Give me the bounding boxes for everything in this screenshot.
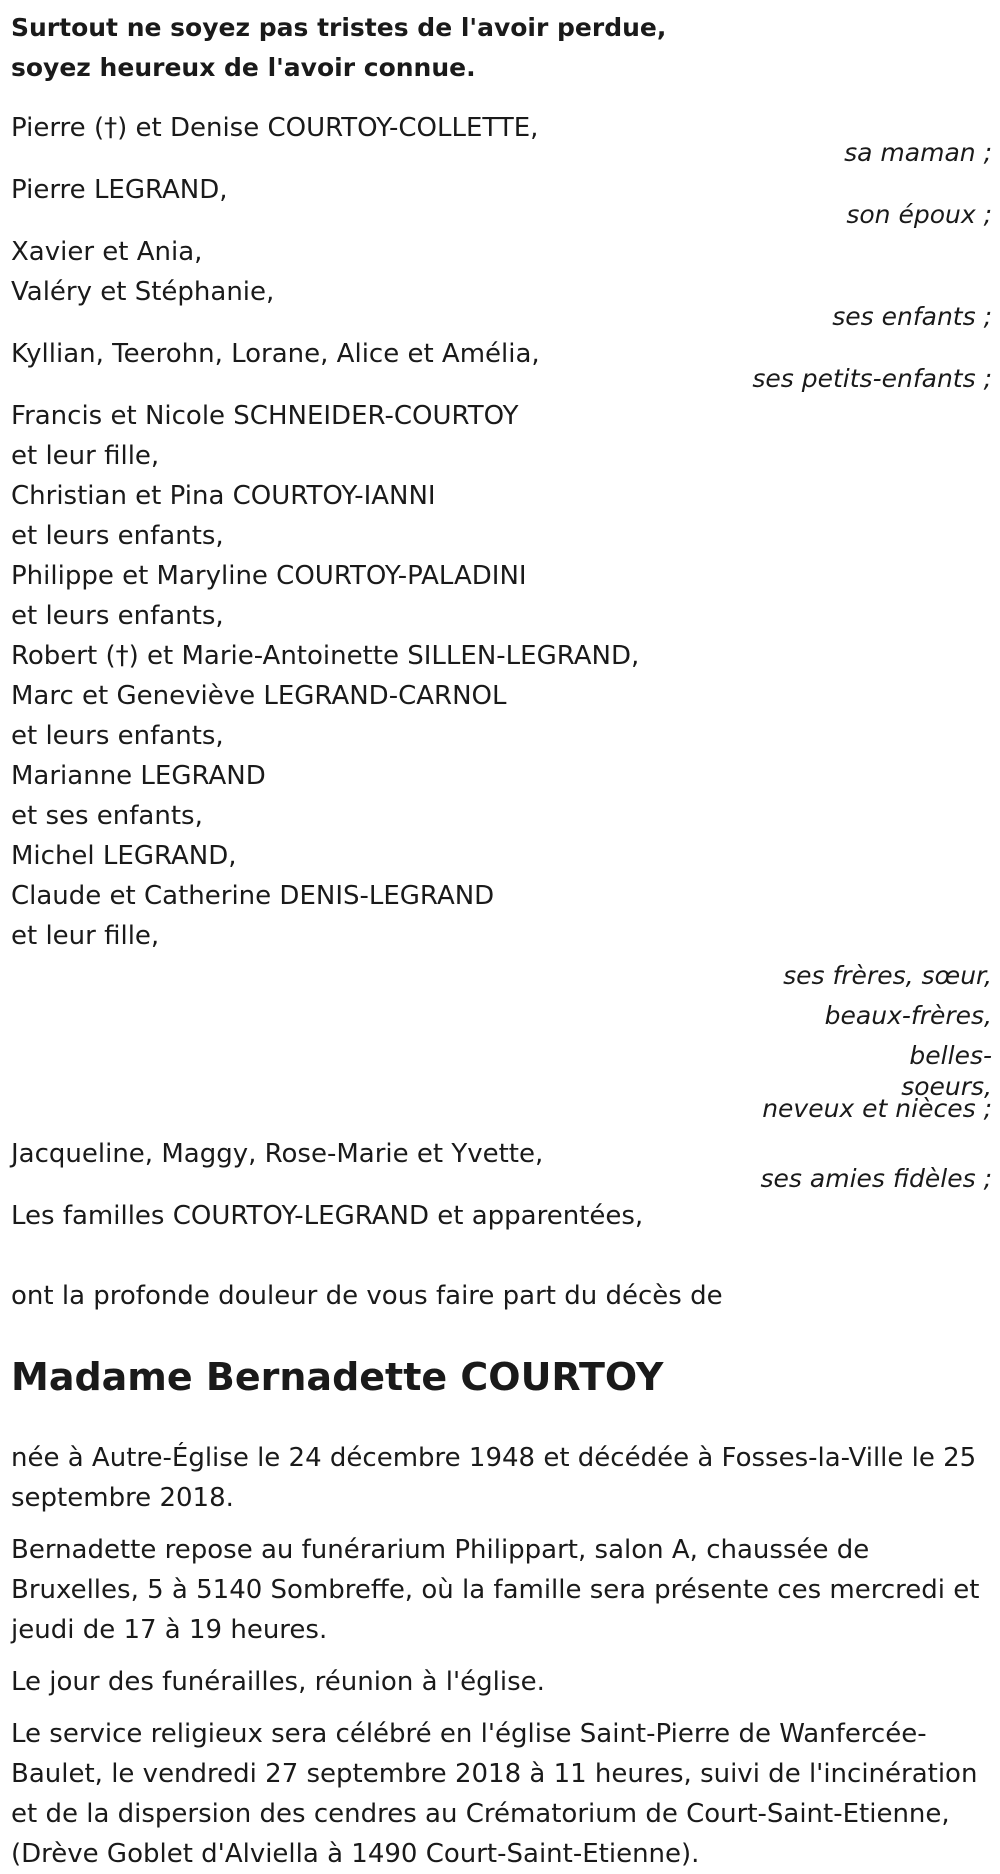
family-name-line: Xavier et Ania, [11,237,203,267]
group-grandchildren [11,334,992,394]
announcement-intro: ont la profonde douleur de vous faire part du décès de [11,1281,723,1311]
relationship-label-line: ses frères, sœur, [783,961,992,990]
family-name-line: et leurs enfants, [11,601,224,631]
relationship-label: ses petits-enfants ; [752,364,992,393]
group-siblings [11,396,992,1123]
relationship-label-line: soeurs, [901,1072,992,1101]
family-name-line: Francis et Nicole SCHNEIDER-COURTOY [11,401,519,431]
deceased-name: Madame Bernadette COURTOY [11,1355,664,1399]
family-name-line: Pierre LEGRAND, [11,175,228,205]
family-name-line: Marc et Geneviève LEGRAND-CARNOL [11,681,507,711]
epigraph-line: Surtout ne soyez pas tristes de l'avoir perdue, [11,13,667,42]
family-name-line: Robert (†) et Marie-Antoinette SILLEN-LEGRAND, [11,641,640,671]
epigraph [11,0,992,88]
family-name-line: Christian et Pina COURTOY-IANNI [11,481,436,511]
family-name-line: Les familles COURTOY-LEGRAND et apparentées, [11,1201,644,1231]
family-name-line: Marianne LEGRAND [11,761,266,791]
relationship-label: ses amies fidèles ; [760,1164,992,1193]
funerarium-paragraph: Bernadette repose au funérarium Philippart, salon A, chaussée de Bruxelles, 5 à 5140 Sombreffe, où la famille sera présente ces mercredi et jeudi de 17 à 19 heures. [11,1535,980,1645]
family-name-line: et ses enfants, [11,801,203,831]
relationship-label: ses enfants ; [832,302,992,331]
relationship-label-line: beaux-frères, belles- [824,1001,992,1070]
family-name-line: Michel LEGRAND, [11,841,237,871]
family-name-line: et leur fille, [11,921,160,951]
birth-death-paragraph: née à Autre-Église le 24 décembre 1948 et décédée à Fosses-la-Ville le 25 septembre 2018. [11,1443,977,1513]
group-friends [11,1134,992,1194]
relationship-label: sa maman ; [844,138,992,167]
relationship-label-line: neveux et nièces ; [762,1094,992,1123]
family-name-line: et leurs enfants, [11,521,224,551]
family-name-line: Philippe et Maryline COURTOY-PALADINI [11,561,527,591]
epigraph-line: soyez heureux de l'avoir connue. [11,53,476,82]
group-children [11,232,992,332]
group-husband [11,170,992,230]
group-mother [11,108,992,168]
service-paragraph: Le service religieux sera célébré en l'église Saint-Pierre de Wanfercée-Baulet, le vendredi 27 septembre 2018 à 11 heures, suivi de l'incinération et de la dispersion des cendres au Crématorium de Court-Saint-Etienne, (Drève Goblet d'Alviella à 1490 Court-Saint-Etienne). [11,1719,978,1869]
family-name-line: Valéry et Stéphanie, [11,277,275,307]
family-name-line: Kyllian, Teerohn, Lorane, Alice et Amélia, [11,339,540,369]
family-name-line: Claude et Catherine DENIS-LEGRAND [11,881,495,911]
family-name-line: Jacqueline, Maggy, Rose-Marie et Yvette, [11,1139,544,1169]
family-name-line: Pierre (†) et Denise COURTOY-COLLETTE, [11,113,539,143]
relationship-label [11,956,992,1123]
family-name-line: et leur fille, [11,441,160,471]
relationship-label: son époux ; [846,200,992,229]
group-families [11,1196,992,1236]
meeting-paragraph: Le jour des funérailles, réunion à l'église. [11,1667,545,1697]
family-name-line: et leurs enfants, [11,721,224,751]
